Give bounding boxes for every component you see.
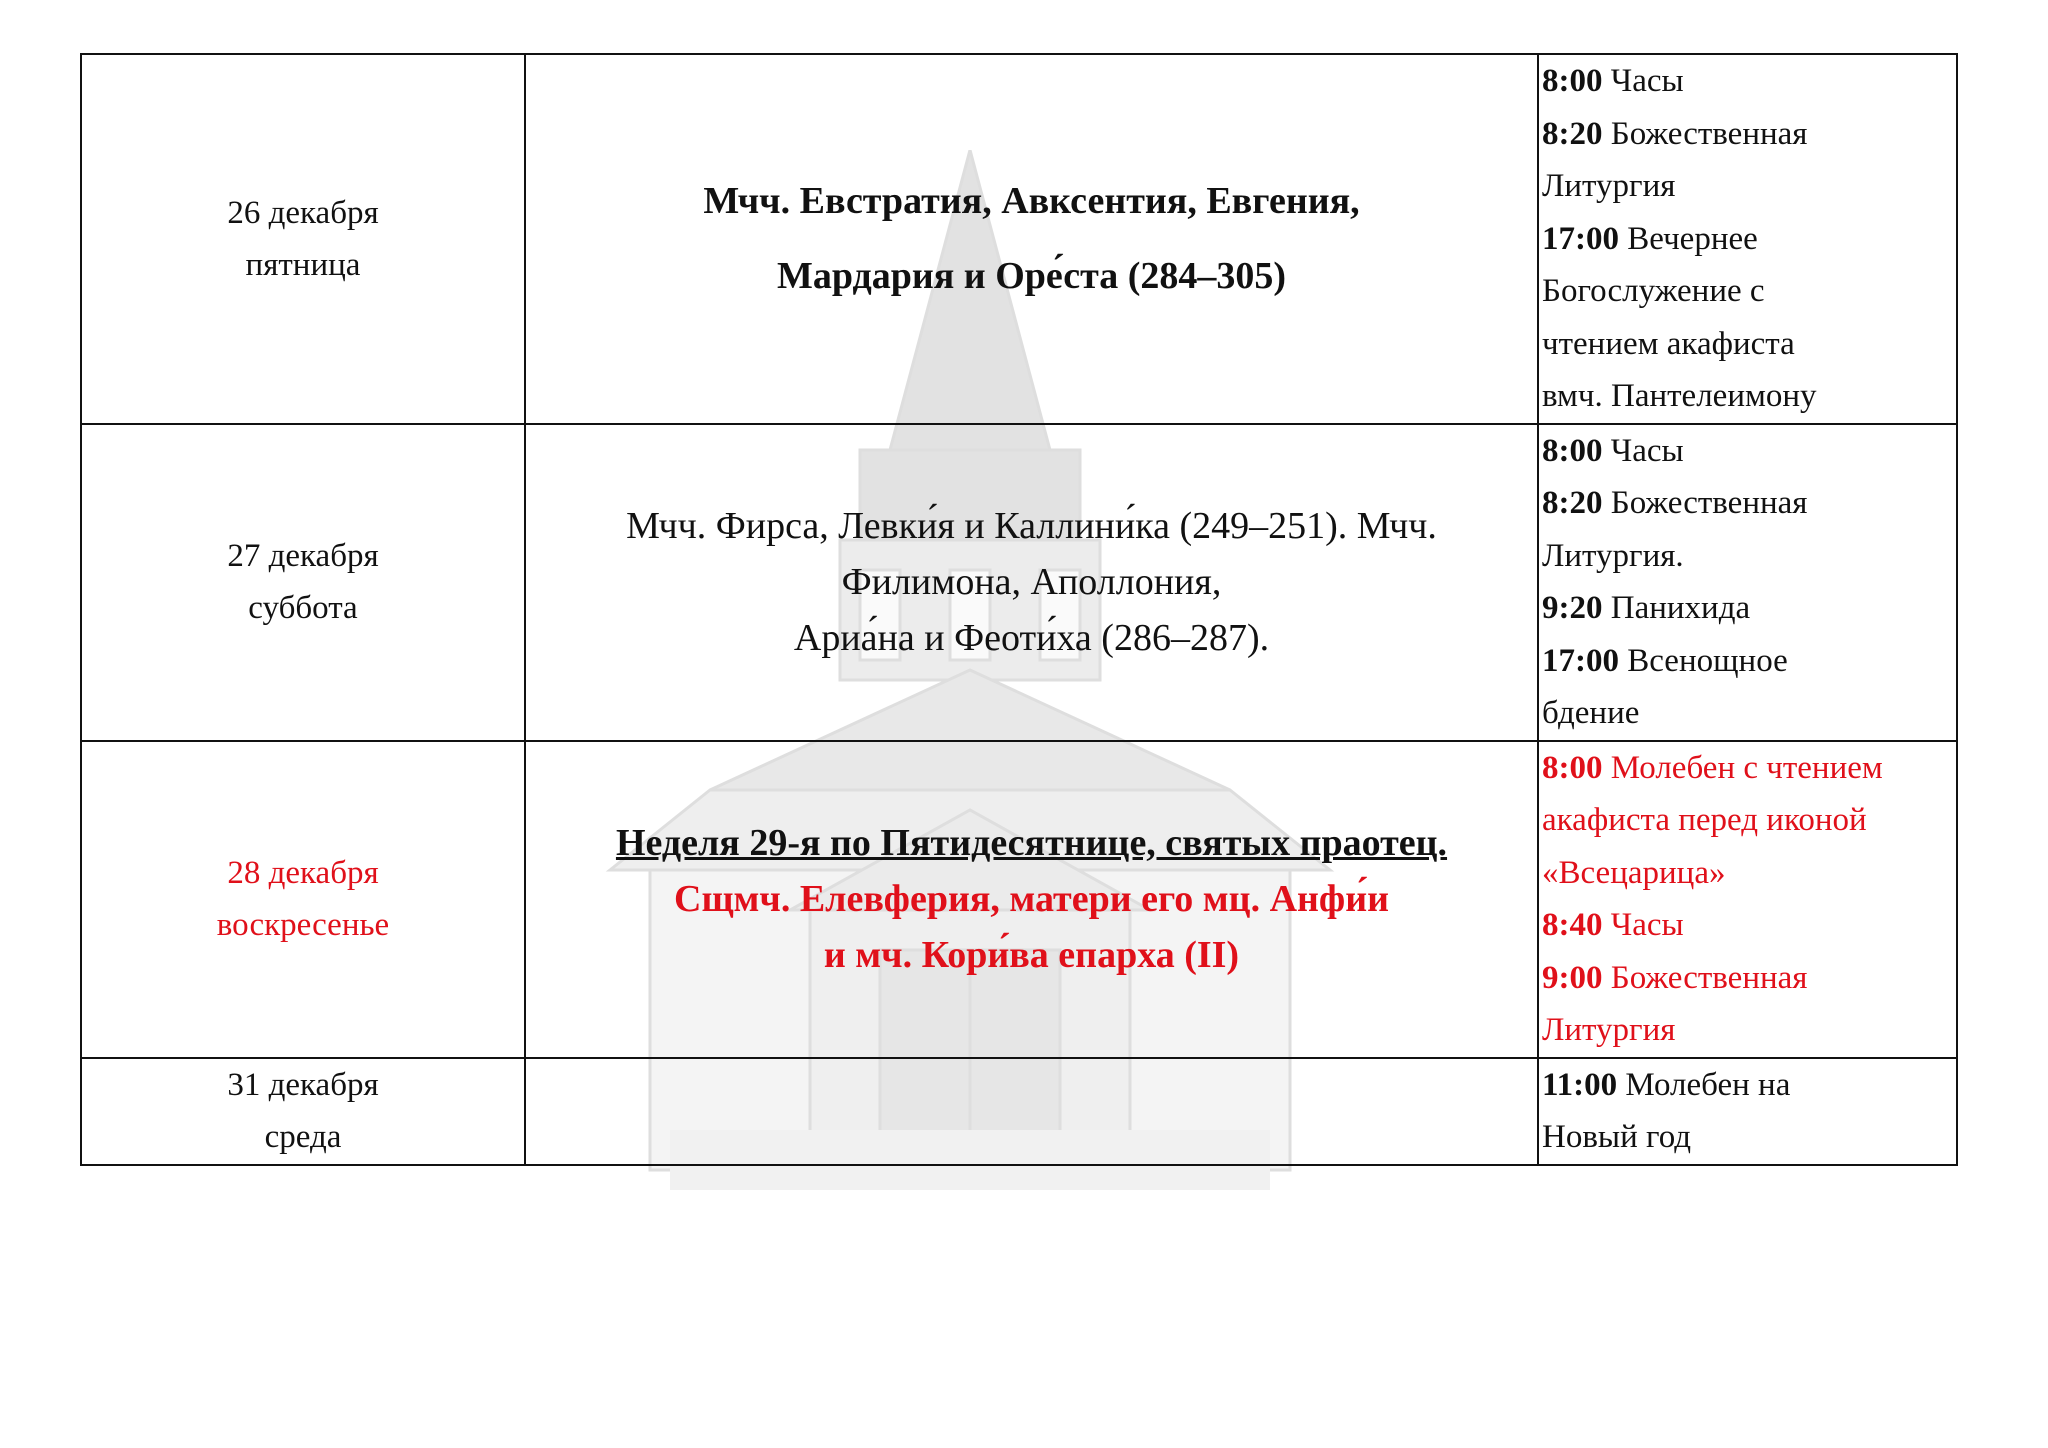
service-times-cell [1538, 54, 1957, 424]
feast-cell [525, 424, 1538, 741]
service-line [1542, 952, 1956, 1005]
service-times-cell [1538, 741, 1957, 1058]
feast-line: Мчч. Фирса, Левки́я и Каллини́ка (249–251). Мчч. [626, 505, 1437, 547]
service-line [1542, 742, 1956, 795]
service-line [1542, 1059, 1956, 1112]
service-text: Молебен на [1625, 1066, 1791, 1103]
service-text: Божественная [1610, 485, 1808, 521]
service-text: Всенощное [1627, 642, 1788, 679]
date-cell [81, 424, 525, 741]
weekday: пятница [245, 246, 361, 283]
service-text: Панихида [1610, 590, 1751, 626]
service-line [1542, 582, 1956, 635]
service-time: 8:40 [1542, 907, 1603, 943]
service-line [1542, 108, 1956, 161]
service-line [1542, 687, 1956, 740]
table-row [81, 424, 1957, 741]
feast-title: Неделя 29-я по Пятидесятнице, святых праотец. [615, 822, 1448, 864]
feast-line: Сщмч. Елевферия, матери его мц. Анфи́и [674, 878, 1389, 920]
service-line [1542, 635, 1956, 688]
service-time: 8:00 [1542, 63, 1603, 99]
service-text: чтением акафиста [1542, 325, 1795, 362]
service-line [1542, 477, 1956, 530]
date: 28 декабря [227, 855, 379, 891]
date-cell [81, 1058, 525, 1165]
table-row [81, 741, 1957, 1058]
weekday: среда [264, 1119, 342, 1155]
service-time: 17:00 [1542, 220, 1619, 257]
date-cell [81, 741, 525, 1058]
weekday: суббота [248, 590, 358, 626]
service-line [1542, 794, 1956, 847]
service-text: Часы [1610, 432, 1684, 469]
service-text: акафиста перед иконой [1542, 802, 1867, 838]
feast-line: Ариа́на и Феоти́ха (286–287). [793, 617, 1270, 659]
feast-line: Мардария и Оре́ста (284–305) [776, 254, 1287, 297]
service-text: Литургия [1542, 1012, 1676, 1048]
service-text: Литургия. [1542, 537, 1684, 574]
service-line [1542, 899, 1956, 952]
date: 26 декабря [227, 194, 379, 231]
service-text: бдение [1542, 695, 1640, 731]
date-cell [81, 54, 525, 424]
service-line [1542, 425, 1956, 478]
service-times-cell [1538, 424, 1957, 741]
service-text: Новый год [1542, 1119, 1692, 1155]
service-line [1542, 318, 1956, 371]
table-row [81, 54, 1957, 424]
service-time: 17:00 [1542, 642, 1619, 679]
service-time: 8:20 [1542, 115, 1603, 152]
service-text: Часы [1610, 63, 1684, 99]
feast-line: Мчч. Евстратия, Авксентия, Евгения, [703, 179, 1360, 222]
service-text: Вечернее [1627, 220, 1758, 257]
feast-cell [525, 1058, 1538, 1165]
table-row [81, 1058, 1957, 1165]
service-time: 9:00 [1542, 959, 1603, 996]
service-time: 8:00 [1542, 749, 1603, 786]
service-time: 8:00 [1542, 432, 1603, 469]
service-line [1542, 1111, 1956, 1164]
service-line [1542, 530, 1956, 583]
service-text: Литургия [1542, 168, 1676, 204]
service-text: Богослужение с [1542, 273, 1765, 309]
service-text: Божественная [1610, 959, 1808, 996]
feast-line: и мч. Кори́ва епарха (II) [823, 934, 1240, 976]
service-line [1542, 847, 1956, 900]
service-time: 9:20 [1542, 590, 1603, 626]
service-times-cell [1538, 1058, 1957, 1165]
service-text: «Всецарица» [1542, 854, 1726, 891]
service-text: вмч. Пантелеимону [1542, 378, 1817, 414]
feast-line: Филимона, Аполлония, [841, 561, 1222, 603]
date: 31 декабря [227, 1067, 379, 1103]
feast-cell [525, 54, 1538, 424]
date: 27 декабря [227, 538, 379, 574]
service-line [1542, 160, 1956, 213]
service-line [1542, 370, 1956, 423]
service-text: Божественная [1610, 115, 1808, 152]
service-time: 11:00 [1542, 1066, 1618, 1103]
service-text: Молебен с чтением [1610, 749, 1883, 786]
weekday: воскресенье [216, 907, 390, 943]
service-line [1542, 265, 1956, 318]
service-line [1542, 1004, 1956, 1057]
service-line [1542, 55, 1956, 108]
service-time: 8:20 [1542, 485, 1603, 521]
service-text: Часы [1610, 907, 1684, 943]
schedule-table [80, 53, 1958, 1166]
feast-cell [525, 741, 1538, 1058]
service-line [1542, 213, 1956, 266]
